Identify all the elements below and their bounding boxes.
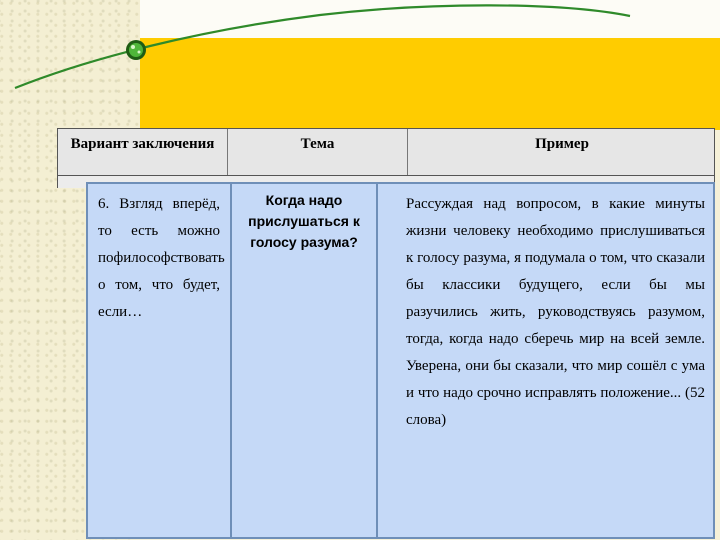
- theme-text: Когда надо прислушаться к голосу разума?: [248, 192, 360, 250]
- variant-text: 6. Взгляд вперёд, то есть можно пофилософствовать о том, что будет, если…: [98, 196, 225, 320]
- header-variant: Вариант заключения: [58, 129, 228, 175]
- example-cell: [378, 182, 715, 539]
- theme-cell: [232, 182, 378, 539]
- swoosh-decoration: [0, 0, 720, 140]
- header-table: [57, 128, 715, 176]
- example-text: Рассуждая над вопросом, в какие минуты жизни человеку необходимо прислушиваться к голосу разума, я подумала о том, что сказали бы классики будущего, если бы мы разучились жить, руководствуясь разумом, тогда, когда надо сберечь мир на всей земле. Уверена, они бы сказали, что мир сошёл с ума и что надо срочно исправлять положение... (52 слова): [406, 196, 705, 428]
- header-theme: Тема: [228, 129, 408, 175]
- green-bullet-icon: [126, 40, 146, 60]
- variant-cell: [86, 182, 232, 539]
- header-example: Пример: [535, 136, 589, 152]
